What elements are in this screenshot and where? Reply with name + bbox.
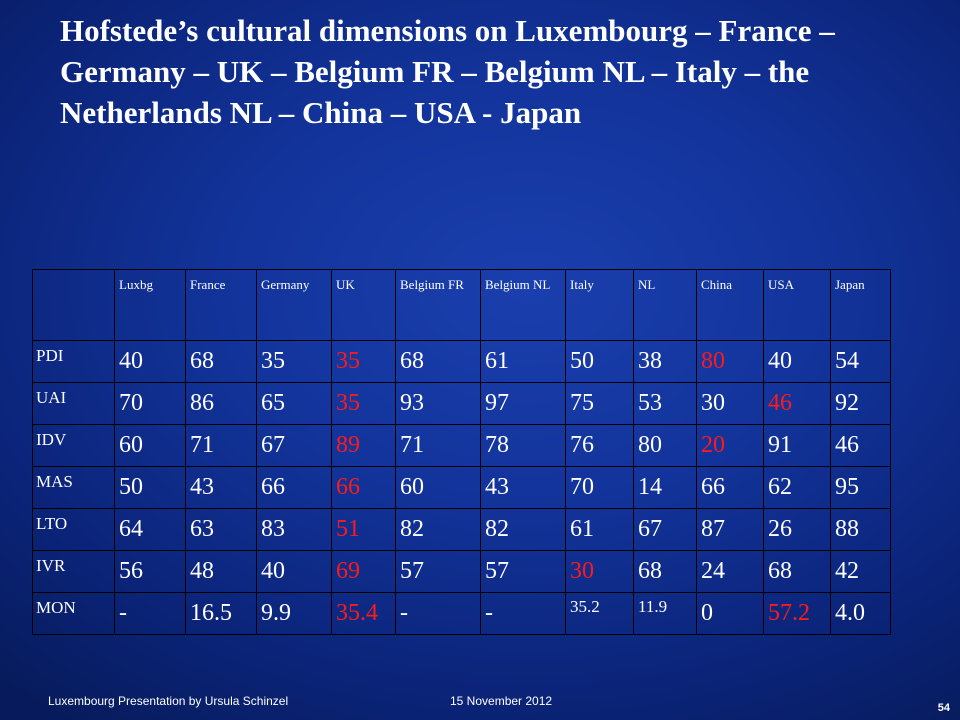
table-cell: 68: [396, 341, 481, 383]
table-cell: 40: [764, 341, 831, 383]
footer-presenter: Luxembourg Presentation by Ursula Schinzel: [48, 694, 289, 708]
table-cell: 63: [186, 509, 257, 551]
table-cell: 75: [566, 383, 634, 425]
column-header: Belgium NL: [481, 270, 566, 341]
table-cell: 67: [257, 425, 332, 467]
table-cell: 62: [764, 467, 831, 509]
column-header: USA: [764, 270, 831, 341]
table-cell: 50: [566, 341, 634, 383]
table-cell: 68: [764, 551, 831, 593]
table-cell: 42: [831, 551, 891, 593]
table-row: [33, 341, 891, 383]
table-cell: 60: [396, 467, 481, 509]
table-cell: 60: [115, 425, 186, 467]
table-body: [33, 270, 891, 635]
table-cell: 4.0: [831, 593, 891, 635]
table-cell: 26: [764, 509, 831, 551]
corner-cell: [33, 270, 115, 341]
table-cell: 53: [634, 383, 697, 425]
table-cell: 30: [566, 551, 634, 593]
table-cell: 83: [257, 509, 332, 551]
table-cell: 66: [332, 467, 396, 509]
table-row: [33, 467, 891, 509]
table-cell: 87: [697, 509, 764, 551]
table-cell: 35: [332, 341, 396, 383]
table-row: [33, 551, 891, 593]
table-cell: 57: [481, 551, 566, 593]
table-cell: 64: [115, 509, 186, 551]
table-cell: 95: [831, 467, 891, 509]
column-header: France: [186, 270, 257, 341]
table-cell: 50: [115, 467, 186, 509]
table-cell: 80: [697, 341, 764, 383]
table-cell: 66: [697, 467, 764, 509]
row-label: LTO: [33, 509, 115, 551]
table-cell: 68: [634, 551, 697, 593]
table-row: [33, 509, 891, 551]
header-row: [33, 270, 891, 341]
table-cell: -: [481, 593, 566, 635]
column-header: Japan: [831, 270, 891, 341]
row-label: MON: [33, 593, 115, 635]
column-header: Germany: [257, 270, 332, 341]
table-cell: 9.9: [257, 593, 332, 635]
table-cell: 40: [257, 551, 332, 593]
table-cell: 80: [634, 425, 697, 467]
table-cell: 46: [764, 383, 831, 425]
table-cell: 86: [186, 383, 257, 425]
table-cell: 66: [257, 467, 332, 509]
table-row: [33, 383, 891, 425]
table-cell: 97: [481, 383, 566, 425]
table-cell: 76: [566, 425, 634, 467]
table-cell: 61: [566, 509, 634, 551]
table-cell: 61: [481, 341, 566, 383]
table-cell: 82: [396, 509, 481, 551]
table-cell: 56: [115, 551, 186, 593]
table-cell: 43: [481, 467, 566, 509]
table-cell: 67: [634, 509, 697, 551]
page-number: 54: [937, 702, 950, 714]
table-cell: 43: [186, 467, 257, 509]
row-label: PDI: [33, 341, 115, 383]
table-cell: 65: [257, 383, 332, 425]
table-cell: 30: [697, 383, 764, 425]
table-cell: 68: [186, 341, 257, 383]
table-cell: 35.4: [332, 593, 396, 635]
column-header: UK: [332, 270, 396, 341]
table-cell: 35: [332, 383, 396, 425]
table-cell: 35.2: [566, 593, 634, 635]
column-header: China: [697, 270, 764, 341]
column-header: Italy: [566, 270, 634, 341]
table-cell: 91: [764, 425, 831, 467]
slide-title: Hofstede’s cultural dimensions on Luxembourg – France – Germany – UK – Belgium FR – Belgium NL – Italy – the Netherlands NL – China – USA - Japan: [60, 13, 835, 130]
table-cell: 57.2: [764, 593, 831, 635]
table-row: [33, 593, 891, 635]
column-header: NL: [634, 270, 697, 341]
table-cell: 71: [396, 425, 481, 467]
table-cell: 92: [831, 383, 891, 425]
row-label: MAS: [33, 467, 115, 509]
footer-date: 15 November 2012: [450, 694, 553, 708]
table-cell: 89: [332, 425, 396, 467]
table-cell: 20: [697, 425, 764, 467]
row-label: IVR: [33, 551, 115, 593]
table-cell: 93: [396, 383, 481, 425]
table-cell: 71: [186, 425, 257, 467]
table-cell: 70: [566, 467, 634, 509]
table-cell: 11.9: [634, 593, 697, 635]
table-cell: -: [396, 593, 481, 635]
row-label: IDV: [33, 425, 115, 467]
table-cell: 82: [481, 509, 566, 551]
table-cell: 46: [831, 425, 891, 467]
table-cell: 54: [831, 341, 891, 383]
table-cell: 88: [831, 509, 891, 551]
table-cell: 38: [634, 341, 697, 383]
table-cell: 48: [186, 551, 257, 593]
column-header: Luxbg: [115, 270, 186, 341]
table-cell: 78: [481, 425, 566, 467]
table-cell: 51: [332, 509, 396, 551]
column-header: Belgium FR: [396, 270, 481, 341]
table-cell: -: [115, 593, 186, 635]
row-label: UAI: [33, 383, 115, 425]
table-cell: 35: [257, 341, 332, 383]
hofstede-table: [32, 269, 891, 635]
table-cell: 70: [115, 383, 186, 425]
table-cell: 0: [697, 593, 764, 635]
table-cell: 40: [115, 341, 186, 383]
table-row: [33, 425, 891, 467]
table-cell: 57: [396, 551, 481, 593]
table-cell: 14: [634, 467, 697, 509]
table-cell: 69: [332, 551, 396, 593]
table-cell: 16.5: [186, 593, 257, 635]
table-cell: 24: [697, 551, 764, 593]
